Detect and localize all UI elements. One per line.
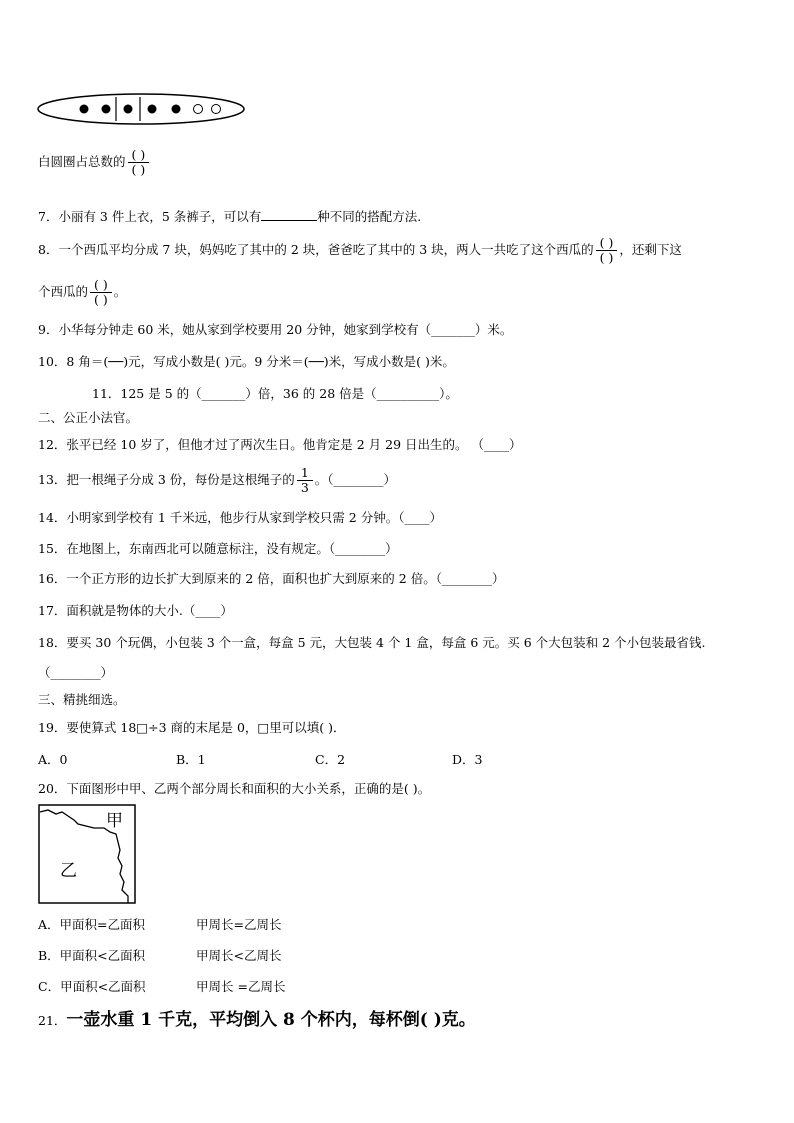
q6-text: 白圆圈占总数的 [38,154,126,169]
q10-line: 10．8 角＝(──)元，写成小数是( )元。9 分米＝(──)米，写成小数是( )米。 [38,354,455,369]
q19-option-a[interactable]: A．0 [38,752,68,767]
black-bead [102,105,111,114]
q8-fraction-left [90,278,112,307]
q8-fraction-eaten [596,236,618,265]
region-figure [38,804,138,906]
white-bead [212,105,221,114]
fraction-numerator: ( ) [90,278,112,293]
fraction-denominator: ( ) [131,162,146,177]
black-bead [124,105,133,114]
black-bead [172,105,181,114]
q6-line [38,148,151,177]
q21-number: 21． [38,1013,67,1028]
q8-line2 [38,278,126,307]
q20-option-a-perimeter: 甲周长=乙周长 [196,917,282,932]
q19-option-c[interactable]: C．2 [315,752,346,767]
q8-line [38,236,682,265]
label-jia: 甲 [106,811,123,831]
q8-text-end: 。 [113,284,127,299]
q19-option-d[interactable]: D．3 [452,752,483,767]
q20-option-c-area[interactable]: C．甲面积<乙面积 [38,979,146,994]
q9-line: 9．小华每分钟走 60 米，她从家到学校要用 20 分钟，她家到学校有（_______）米。 [38,322,513,337]
q20-option-b-area[interactable]: B．甲面积<乙面积 [38,948,146,963]
label-yi: 乙 [60,861,77,881]
q11-line: 11．125 是 5 的（_______）倍，36 的 28 倍是（__________）。 [92,386,458,401]
black-bead [80,105,89,114]
q12-line: 12．张平已经 10 岁了，但他才过了两次生日。他肯定是 2 月 29 日出生的。 （____） [38,437,522,452]
q8-text-line2: 个西瓜的 [38,284,89,299]
q7-text-end: 种不同的搭配方法. [317,209,422,224]
white-bead [194,105,203,114]
q13-text-end: 。（________） [314,472,397,487]
q17-line: 17．面积就是物体的大小.（____） [38,603,233,618]
q20-option-b-perimeter: 甲周长<乙周长 [196,948,282,963]
q18-line: 18．要买 30 个玩偶，小包装 3 个一盒，每盒 5 元，大包装 4 个 1 盒，每盒 6 元。买 6 个大包装和 2 个小包装最省钱. [38,635,706,650]
q19-line: 19．要使算式 18□÷3 商的末尾是 0，□里可以填( )． [38,720,346,735]
fraction-denominator: 3 [300,480,309,495]
q8-text-mid: ，还剩下这 [619,242,682,257]
fraction-numerator: ( ) [596,236,618,251]
section-2-title: 二、公正小法官。 [38,410,139,425]
q13-text: 13．把一根绳子分成 3 份，每份是这根绳子的 [38,472,295,487]
q16-line: 16．一个正方形的边长扩大到原来的 2 倍，面积也扩大到原来的 2 倍。（________） [38,571,505,586]
q18-answer: （________） [38,665,114,680]
fraction-denominator: ( ) [599,250,614,265]
q6-fraction [128,148,150,177]
bead-diagram [36,92,248,126]
black-bead [148,105,157,114]
fraction-numerator: 1 [297,466,313,481]
section-3-title: 三、精挑细选。 [38,692,126,707]
q20-line: 20．下面图形中甲、乙两个部分周长和面积的大小关系，正确的是( )。 [38,781,431,796]
q7-text: 7．小丽有 3 件上衣，5 条裤子，可以有 [38,209,262,224]
q14-line: 14．小明家到学校有 1 千米远，他步行从家到学校只需 2 分钟。（____） [38,510,442,525]
q13-line [38,466,396,495]
q21-text: 一壶水重 1 千克，平均倒入 8 个杯内，每杯倒( )克。 [66,1010,476,1030]
q20-option-c-perimeter: 甲周长 =乙周长 [196,979,286,994]
q15-line: 15．在地图上，东南西北可以随意标注，没有规定。（________） [38,541,398,556]
q21-line [38,1012,476,1029]
q8-text: 8．一个西瓜平均分成 7 块，妈妈吃了其中的 2 块，爸爸吃了其中的 3 块，两人一共吃了这个西瓜的 [38,242,594,257]
q7-line [38,208,421,225]
fraction-numerator: ( ) [128,148,150,163]
answer-blank[interactable] [261,208,317,221]
q19-option-b[interactable]: B．1 [176,752,206,767]
fraction-denominator: ( ) [94,292,108,307]
q13-fraction [297,466,313,495]
q20-option-a-area[interactable]: A．甲面积=乙面积 [38,917,146,932]
